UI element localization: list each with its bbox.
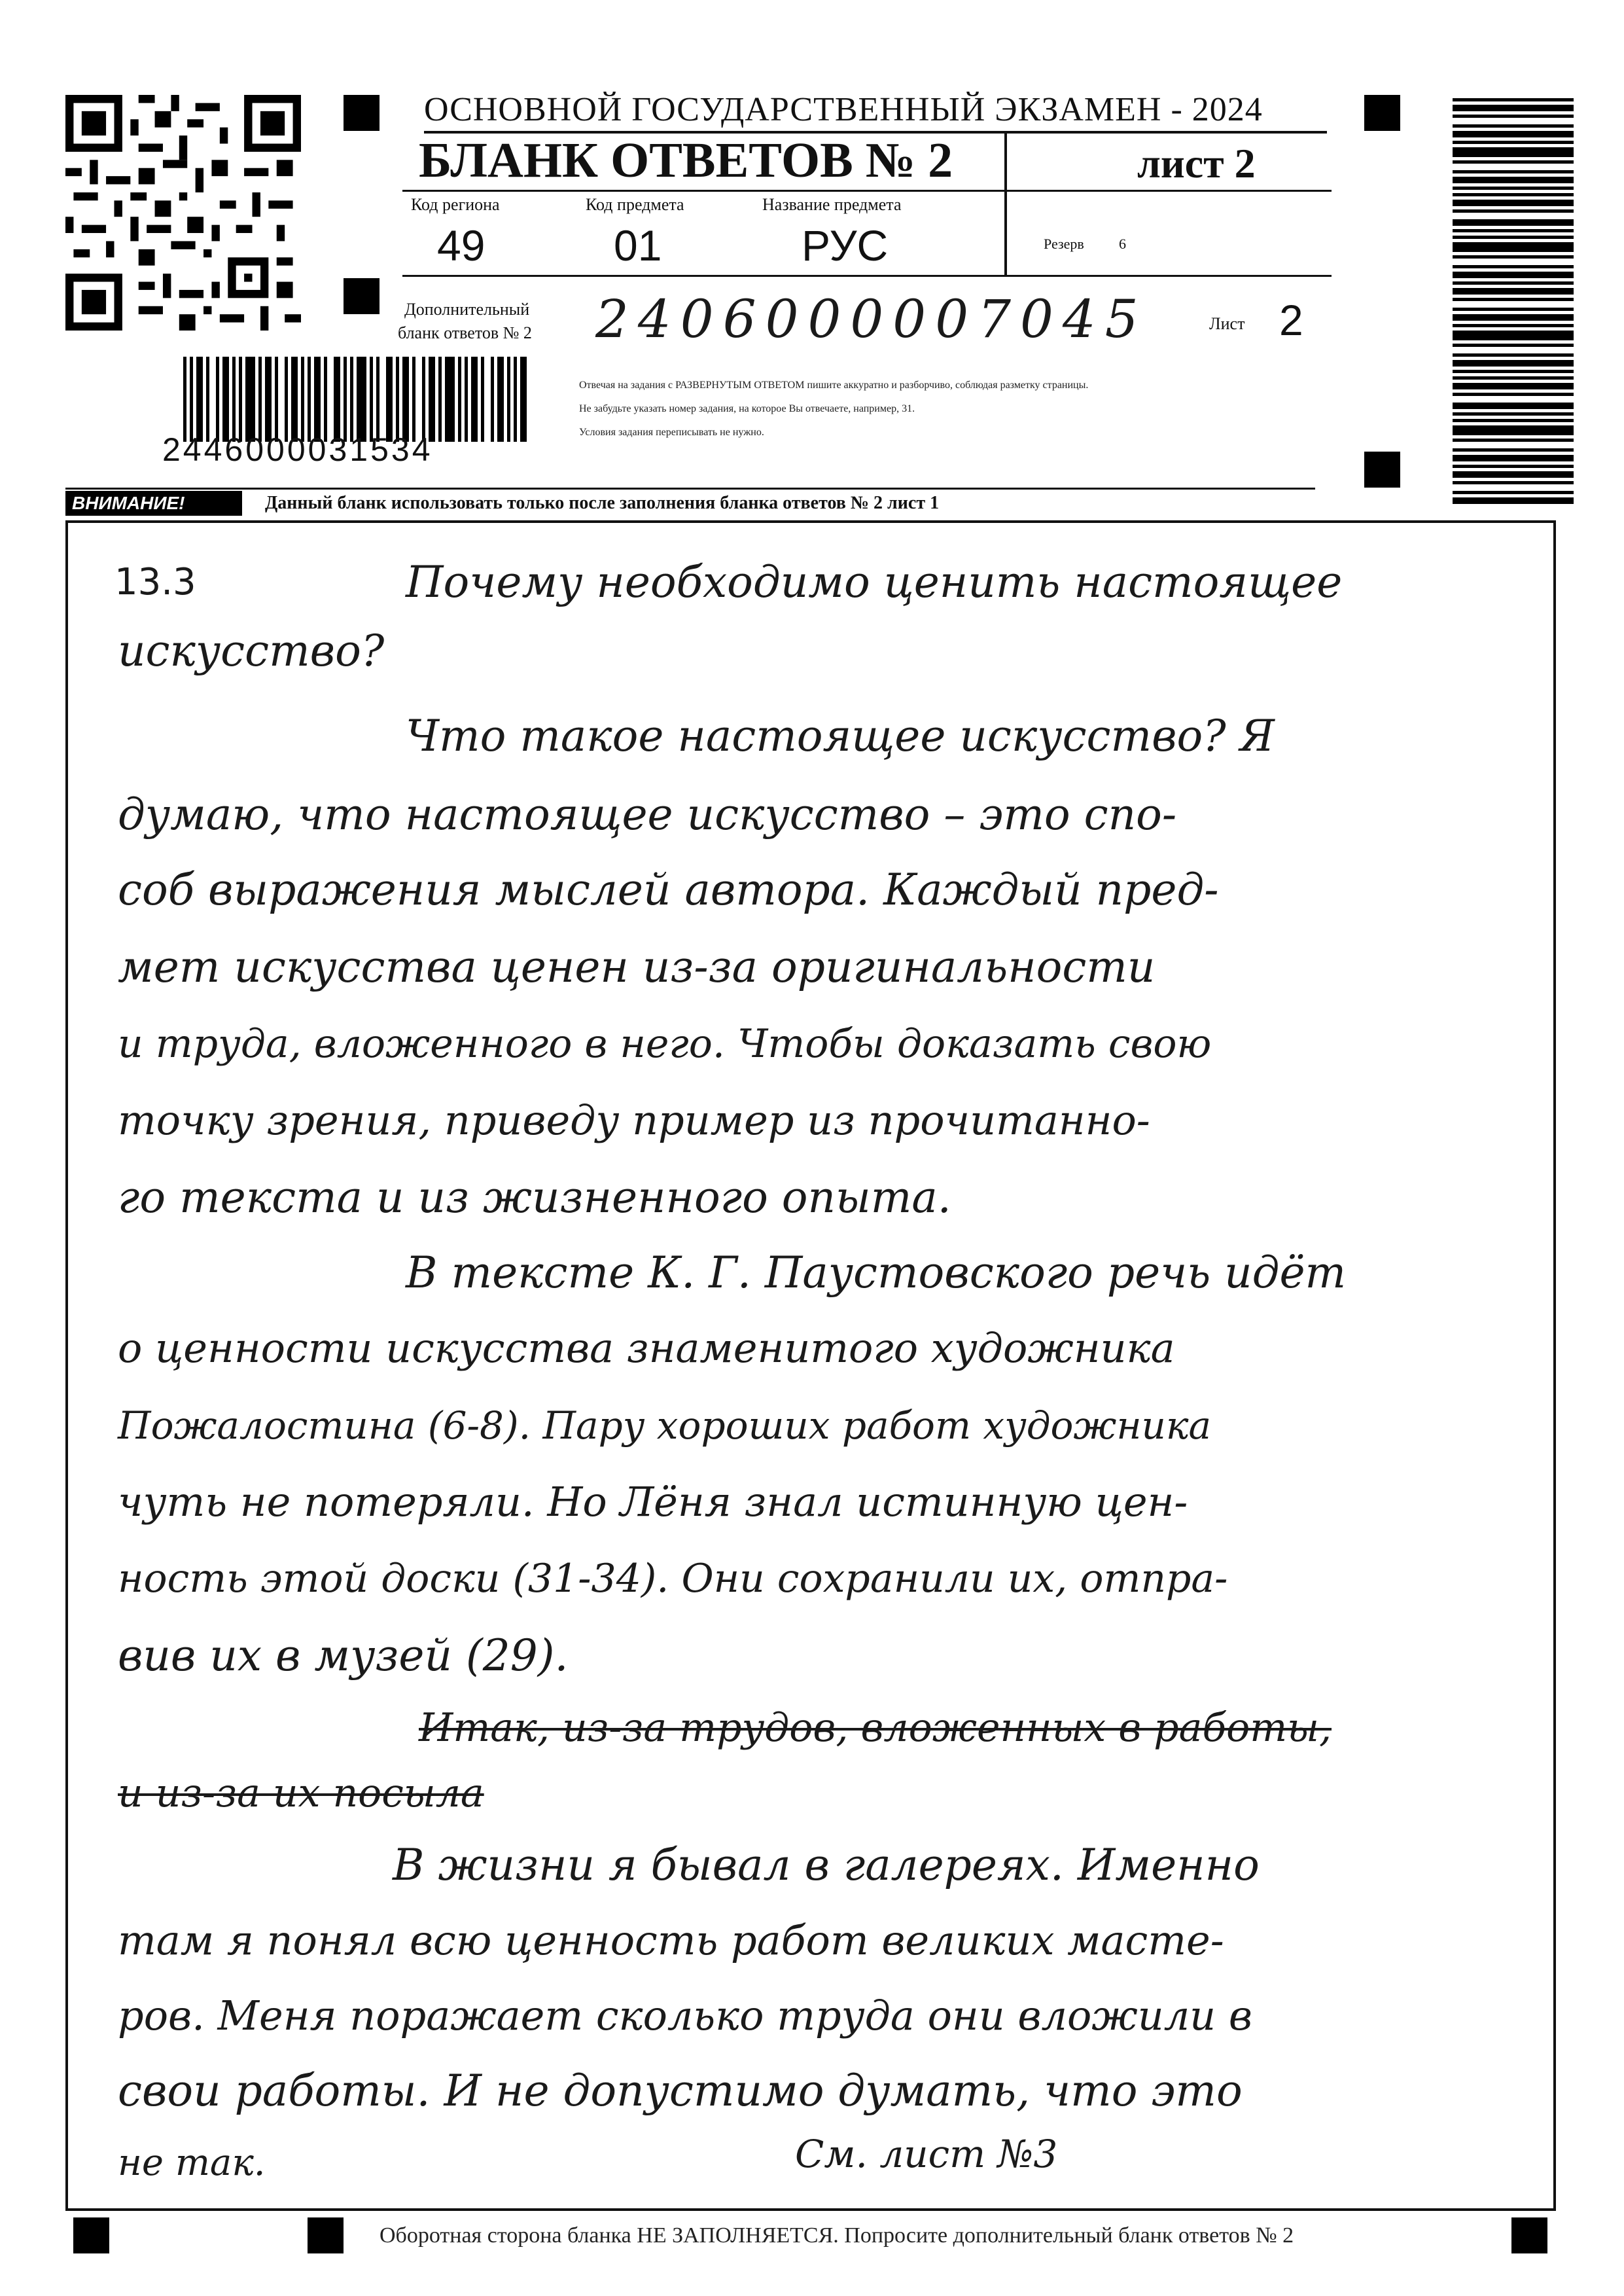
subject-code-label: Код предмета: [586, 195, 684, 214]
form-title: БЛАНК ОТВЕТОВ № 2: [419, 133, 953, 188]
answer-line: думаю, что настоящее искусство – это спо-: [118, 789, 1177, 840]
answer-line: Почему необходимо ценить настоящее: [406, 557, 1343, 607]
answer-line: В жизни я бывал в галереях. Именно: [393, 1840, 1260, 1890]
instruction-line: Отвечая на задания с РАЗВЕРНУТЫМ ОТВЕТОМ пишите аккуратно и разборчиво, соблюдая разметку страницы.: [579, 380, 1089, 391]
answer-line: вив их в музей (29).: [118, 1630, 569, 1681]
footer-text: Оборотная сторона бланка НЕ ЗАПОЛНЯЕТСЯ. Попросите дополнительный бланк ответов № 2: [380, 2223, 1294, 2248]
alignment-marker: [308, 2217, 344, 2253]
exam-title: ОСНОВНОЙ ГОСУДАРСТВЕННЫЙ ЭКЗАМЕН - 2024: [424, 90, 1327, 134]
alignment-marker: [1511, 2217, 1547, 2253]
header-divider: [1004, 131, 1007, 276]
alignment-marker: [1364, 452, 1400, 488]
reserve-label: Резерв: [1044, 236, 1084, 252]
answer-line: там я понял всю ценность работ великих масте-: [118, 1916, 1224, 1964]
attention-badge-label: ВНИМАНИЕ!: [72, 493, 185, 513]
extra-form-label: Дополнительный: [404, 300, 530, 319]
answer-line: соб выражения мыслей автора. Каждый пред-: [118, 865, 1219, 915]
qr-code-icon: [65, 95, 301, 331]
alignment-marker: [344, 95, 380, 131]
instruction-line: Условия задания переписывать не нужно.: [579, 427, 764, 438]
answer-line: ность этой доски (31-34). Они сохранили их, отпра-: [118, 1556, 1228, 1602]
region-code-label: Код региона: [411, 195, 500, 214]
crossed-out-line: и из-за их посыла: [118, 1770, 484, 1816]
answer-line: Что такое настоящее искусство? Я: [406, 711, 1275, 761]
answer-line: и труда, вложенного в него. Чтобы доказать свою: [118, 1021, 1212, 1067]
sheet-label: Лист: [1209, 314, 1245, 333]
task-number: 13.3: [115, 561, 196, 603]
answer-line: не так.: [118, 2142, 266, 2184]
header-divider: [402, 190, 1332, 192]
crossed-out-line: Итак, из-за трудов, вложенных в работы,: [419, 1705, 1332, 1751]
sheet-title: лист 2: [1137, 140, 1256, 187]
answer-line: о ценности искусства знаменитого художника: [118, 1324, 1175, 1372]
answer-line: чуть не потеряли. Но Лёня знал истинную цен-: [118, 1478, 1188, 1526]
alignment-marker: [344, 278, 380, 314]
subject-name-label: Название предмета: [762, 195, 902, 214]
answer-line: точку зрения, приведу пример из прочитанно-: [118, 1096, 1150, 1144]
instruction-line: Не забудьте указать номер задания, на которое Вы отвечаете, например, 31.: [579, 403, 915, 414]
barcode-number: 2446000031534: [162, 431, 433, 468]
continue-note: См. лист №3: [795, 2132, 1058, 2176]
answer-line: мет искусства ценен из-за оригинальности: [118, 942, 1156, 992]
answer-line: ров. Меня поражает сколько труда они вложили в: [118, 1992, 1252, 2039]
alignment-marker: [1364, 95, 1400, 131]
region-code-value: 49: [437, 221, 485, 270]
extra-form-number: 2406000007045: [595, 289, 1148, 350]
attention-rule: [65, 488, 1315, 490]
answer-line: го текста и из жизненного опыта.: [118, 1172, 951, 1223]
reserve-value: 6: [1119, 236, 1126, 252]
barcode-icon: [1453, 98, 1574, 504]
answer-line: Пожалостина (6-8). Пару хороших работ художника: [118, 1403, 1212, 1448]
answer-line: свои работы. И не допустимо думать, что это: [118, 2066, 1243, 2116]
sheet-number: 2: [1279, 296, 1303, 344]
header-divider: [402, 275, 1332, 277]
attention-text: Данный бланк использовать только после заполнения бланка ответов № 2 лист 1: [265, 493, 940, 513]
subject-name-value: РУС: [802, 221, 889, 270]
answer-line: искусство?: [118, 626, 385, 676]
extra-form-label: бланк ответов № 2: [398, 323, 532, 342]
alignment-marker: [73, 2217, 109, 2253]
subject-code-value: 01: [614, 221, 662, 270]
answer-line: В тексте К. Г. Паустовского речь идёт: [406, 1247, 1347, 1298]
